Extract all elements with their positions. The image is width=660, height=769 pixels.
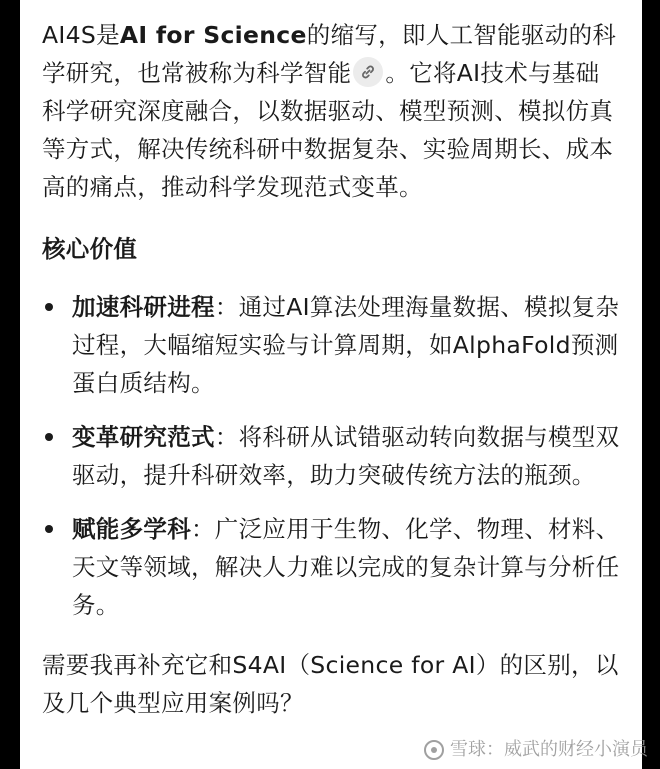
snowball-logo-icon — [424, 740, 444, 760]
answer-card — [20, 0, 642, 769]
intro-paragraph — [42, 16, 620, 206]
bullet-dot — [45, 303, 53, 311]
list-item — [42, 288, 620, 402]
intro-bold-term: AI for Science — [119, 21, 307, 49]
link-icon — [360, 64, 376, 80]
intro-text-part2: 的缩写，即人工智能驱动的科学研究，也常被称为科学智能 — [42, 21, 617, 87]
section-heading: 核心价值 — [42, 235, 138, 263]
list-item — [42, 510, 620, 624]
source-link-button[interactable] — [353, 57, 383, 87]
list-item-title: 变革研究范式 — [72, 423, 215, 451]
bullet-dot — [45, 433, 53, 441]
followup-question: 需要我再补充它和S4AI（Science for AI）的区别，以及几个典型应用案例吗？ — [42, 651, 619, 717]
list-item-text: ：将科研从试错驱动转向数据与模型双驱动，提升科研效率，助力突破传统方法的瓶颈。 — [72, 423, 620, 489]
list-item-title: 赋能多学科 — [72, 515, 191, 543]
bullet-dot — [45, 525, 53, 533]
list-item-title: 加速科研进程 — [72, 293, 215, 321]
watermark-text: 雪球：威武的财经小演员 — [450, 739, 648, 760]
value-list — [42, 288, 620, 624]
list-item-text: ：广泛应用于生物、化学、物理、材料、天文等领域，解决人力难以完成的复杂计算与分析任务。 — [72, 515, 620, 619]
list-item — [42, 418, 620, 494]
list-item-text: ：通过AI算法处理海量数据、模拟复杂过程，大幅缩短实验与计算周期，如AlphaFold预测蛋白质结构。 — [72, 293, 620, 397]
watermark — [424, 739, 648, 761]
intro-text-part1: AI4S是 — [42, 21, 120, 49]
intro-text-part3: 。它将AI技术与基础科学研究深度融合，以数据驱动、模型预测、模拟仿真等方式，解决传统科研中数据复杂、实验周期长、成本高的痛点，推动科学发现范式变革。 — [42, 59, 614, 201]
